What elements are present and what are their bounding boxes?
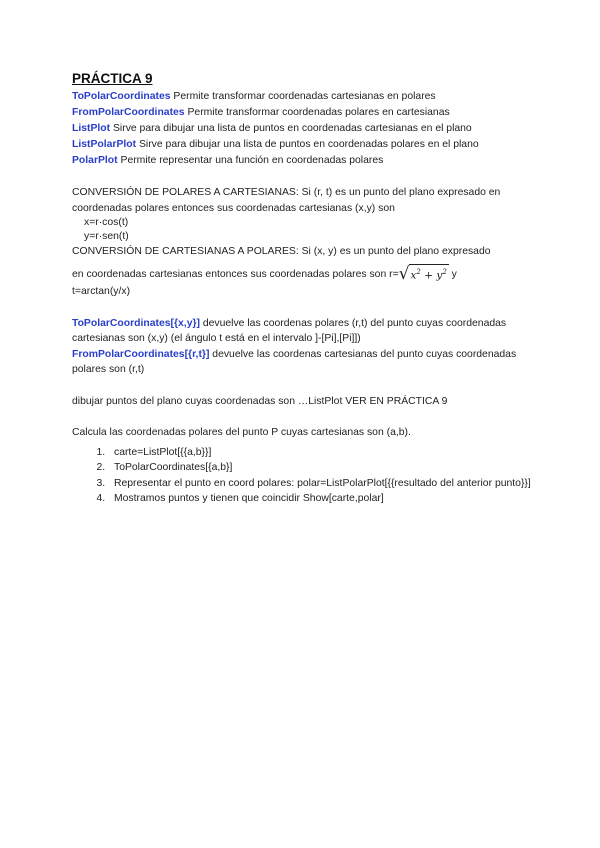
function-name: PolarPlot [72,155,118,166]
list-item: 3. Representar el punto en coord polares: polar=ListPolarPlot[{{resultado del anterior punto}}] [108,476,542,492]
definition-line [72,137,542,153]
function-name: FromPolarCoordinates [72,107,185,118]
radius-formula-line [72,264,542,285]
function-call: FromPolarCoordinates[{r,t}] [72,348,210,360]
definition-line [72,153,542,169]
usage-text: devuelve las coordenas polares (r,t) del punto cuyas coordenadas cartesianas son (x,y) (el ángulo t está en el intervalo ]-[Pi],[Pi]]) [72,317,507,345]
function-name: ListPlot [72,123,111,134]
conversion-cartesian-to-polar [72,244,542,300]
definition-line [72,121,542,137]
list-item: 4. Mostramos puntos y tienen que coincidir Show[carte,polar] [108,491,542,507]
function-name: ListPolarPlot [72,139,137,150]
definition-text: Permite transformar coordenadas polares en cartesianas [184,107,450,118]
function-call: ToPolarCoordinates[{x,y}] [72,317,200,329]
formula-y: y=r·sen(t) [84,231,129,242]
function-name: ToPolarCoordinates [72,91,171,102]
exercise-intro: Calcula las coordenadas polares del punto P cuyas cartesianas son (a,b). [72,427,411,439]
usage-paragraph [72,316,542,347]
list-item: 1. carte=ListPlot[{{a,b}}] [108,445,542,461]
list-item: 2. ToPolarCoordinates[{a,b}] [108,460,542,476]
definitions-list [72,89,542,169]
document-page [72,71,542,507]
exercise-steps [72,445,542,507]
definition-text: Permite transformar coordenadas cartesianas en polares [170,91,436,102]
radicand: $x^2 + y^2$ [409,264,449,283]
draw-note: dibujar puntos del plano cuyas coordenadas son …ListPlot VER EN PRÁCTICA 9 [72,395,448,407]
formula-text: y [448,268,457,280]
conversion-polar-to-cartesian [72,185,542,244]
page-title: PRÁCTICA 9 [72,71,153,86]
definition-text: Sirve para dibujar una lista de puntos en coordenadas cartesianas en el plano [110,123,472,134]
formula-text: en coordenadas cartesianas entonces sus coordenadas polares son r= [72,268,399,280]
conversion-heading: CONVERSIÓN DE POLARES A CARTESIANAS: Si (r, t) es un punto del plano expresado en coordenadas polares entonces sus coordenadas cartesianas (x,y) son [72,187,501,214]
usage-section [72,316,542,378]
exercise-section [72,425,542,507]
usage-paragraph [72,347,542,378]
definition-line [72,105,542,121]
definition-line [72,89,542,105]
definition-text: Sirve para dibujar una lista de puntos en coordenadas polares en el plano [136,139,479,150]
radical-sign-icon: √ [398,263,410,284]
definition-text: Permite representar una función en coordenadas polares [117,155,384,166]
conversion-heading: CONVERSIÓN DE CARTESIANAS A POLARES: Si (x, y) es un punto del plano expresado [72,246,491,257]
angle-formula: t=arctan(y/x) [72,286,131,298]
usage-text: devuelve las coordenas cartesianas del punto cuyas coordenadas polares son (r,t) [72,348,517,376]
square-root-formula [399,264,449,284]
formula-x: x=r·cos(t) [84,217,129,228]
